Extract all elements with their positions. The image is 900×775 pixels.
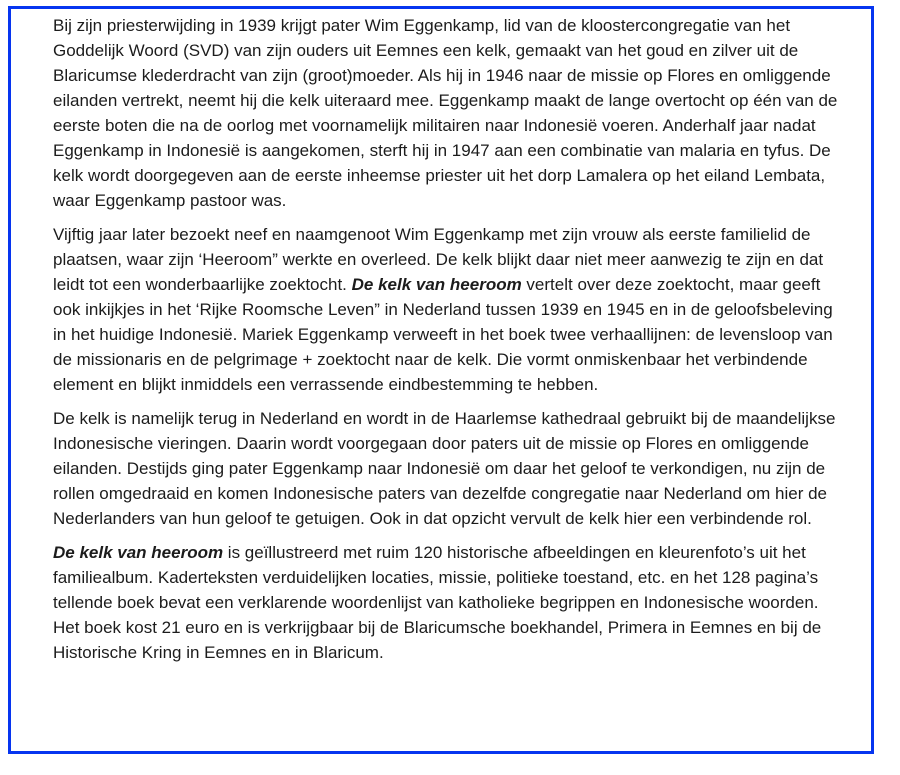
- paragraph-price-availability: [53, 615, 845, 665]
- document-border-frame: [8, 6, 874, 754]
- paragraph-price-availability-text: Het boek kost 21 euro en is verkrijgbaar bij de Blaricumsche boekhandel, Primera in Eemnes en bij de Historische Kring in Eemnes en in Blaricum.: [53, 618, 822, 662]
- paragraph-chalice-return: [53, 406, 845, 531]
- book-title-emphasis-2: De kelk van heeroom: [53, 543, 224, 562]
- paragraph-search-text-a: Vijftig jaar later bezoekt neef en naamgenoot Wim Eggenkamp met zijn vrouw als eerste familielid de plaatsen, waar zijn ‘Heeroom” werkte en overleed. De kelk blijkt daar niet meer aanwezig te zijn en dat leidt tot een wonderbaarlijke zoektocht.: [53, 225, 824, 294]
- paragraph-book-details-text: is geïllustreerd met ruim 120 historische afbeeldingen en kleurenfoto’s uit het familiealbum. Kaderteksten verduidelijken locaties, missie, politieke toestand, etc. en het 128 pagina’s tellende boek bevat een verklarende woordenlijst van katholieke begrippen en Indonesische woorden.: [53, 543, 819, 612]
- paragraph-history-text: Bij zijn priesterwijding in 1939 krijgt pater Wim Eggenkamp, lid van de kloostercongregatie van het Goddelijk Woord (SVD) van zijn ouders uit Eemnes een kelk, gemaakt van het goud en zilver uit de Blaricumse klederdracht van zijn (groot)moeder. Als hij in 1946 naar de missie op Flores en omliggende eilanden vertrekt, neemt hij die kelk uiteraard mee. Eggenkamp maakt de lange overtocht op één van de eerste boten die na de oorlog met voornamelijk militairen naar Indonesië voeren. Anderhalf jaar nadat Eggenkamp in Indonesië is aangekomen, sterft hij in 1947 aan een combinatie van malaria en tyfus. De kelk wordt doorgegeven aan de eerste inheemse priester uit het dorp Lamalera op het eiland Lembata, waar Eggenkamp pastoor was.: [53, 16, 838, 210]
- paragraph-history: [53, 13, 845, 213]
- book-title-emphasis-1: De kelk van heeroom: [351, 275, 522, 294]
- paragraph-chalice-return-text: De kelk is namelijk terug in Nederland en wordt in de Haarlemse kathedraal gebruikt bij de maandelijkse Indonesische vieringen. Daarin wordt voorgegaan door paters uit de missie op Flores en omliggende eilanden. Destijds ging pater Eggenkamp naar Indonesië om daar het geloof te verkondigen, nu zijn de rollen omgedraaid en komen Indonesische paters van dezelfde congregatie naar Nederland om hier de Nederlanders van hun geloof te getuigen. Ook in dat opzicht vervult de kelk hier een verbindende rol.: [53, 409, 836, 528]
- paragraph-search: [53, 222, 845, 397]
- document-text-block: [11, 9, 871, 665]
- paragraph-search-text-b: vertelt over deze zoektocht, maar geeft ook inkijkjes in het ‘Rijke Roomsche Leven” in Nederland tussen 1939 en 1945 en in de geloofsbeleving in het huidige Indonesië. Mariek Eggenkamp verweeft in het boek twee verhaallijnen: de levensloop van de missionaris en de pelgrimage + zoektocht naar de kelk. Die vormt onmiskenbaar het verbindende element en blijkt inmiddels een verrassende eindbestemming te hebben.: [53, 275, 833, 394]
- paragraph-book-details: [53, 540, 845, 615]
